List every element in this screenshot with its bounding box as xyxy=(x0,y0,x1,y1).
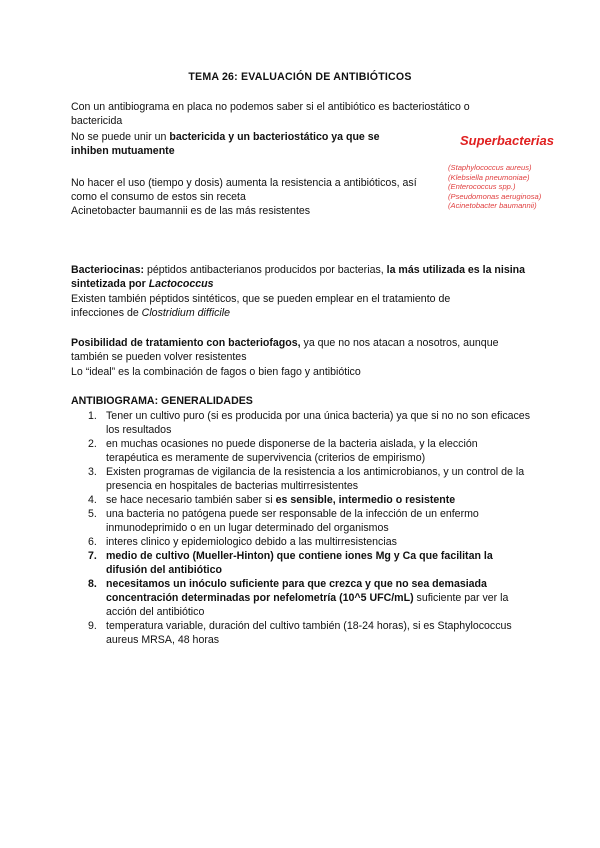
list-item: 2. en muchas ocasiones no puede disponerse de la bacteria aislada, y la elección terapéutica es meramente de supervivencia (criterios de empirismo) xyxy=(88,438,478,464)
bacteriocinas-paragraph: Bacteriocinas: péptidos antibacterianos producidos por bacterias, la más utilizada es la nisina sintetizada por Lactococcus xyxy=(71,264,526,290)
superbacteria-item: (Staphylococcus aureus) xyxy=(448,163,532,172)
superbacterias-title: Superbacterias xyxy=(460,133,554,148)
fagos-paragraph: Posibilidad de tratamiento con bacteriofagos, ya que no nos atacan a nosotros, aunque también se pueden volver resistentes xyxy=(71,337,499,363)
antibiograma-list xyxy=(71,409,531,647)
intro-paragraph-4: Acinetobacter baumannii es de las más resistentes xyxy=(71,205,311,217)
page-title: TEMA 26: EVALUACIÓN DE ANTIBIÓTICOS xyxy=(188,71,412,83)
list-item: 5. una bacteria no patógena puede ser responsable de la infección de un enfermo inmunodeprimido o en un lugar determinado del organismos xyxy=(88,508,479,534)
list-item: 3. Existen programas de vigilancia de la resistencia a los antimicrobianos, y un control de la presencia en hospitales de bacterias multirresistentes xyxy=(88,466,525,492)
superbacteria-item: (Pseudomonas aeruginosa) xyxy=(448,191,542,201)
fagos-ideal-paragraph: Lo “ideal” es la combinación de fagos o bien fago y antibiótico xyxy=(71,366,361,378)
list-item: 6. interes clinico y epidemiologico debido a las multirresistencias xyxy=(88,536,397,548)
superbacterias-note xyxy=(448,133,578,211)
superbacteria-item: (Enterococcus spp.) xyxy=(448,182,516,192)
superbacterias-list xyxy=(448,163,578,211)
list-item: 4. se hace necesario también saber si es sensible, intermedio o resistente xyxy=(88,494,456,506)
antibiograma-heading: ANTIBIOGRAMA: GENERALIDADES xyxy=(71,395,253,407)
intro-paragraph-1: Con un antibiograma en placa no podemos saber si el antibiótico es bacteriostático o bactericida xyxy=(71,101,470,127)
superbacteria-item: (Klebsiella pneumoniae) xyxy=(448,172,530,182)
list-item: 7. medio de cultivo (Mueller-Hinton) que contiene iones Mg y Ca que facilitan la difusión del antibiótico xyxy=(88,550,493,576)
list-item: 8. necesitamos un inóculo suficiente para que crezca y que no sea demasiada concentración determinadas por nefelometría (10^5 UFC/mL) suficiente par ver la acción del antibiótico xyxy=(88,578,509,618)
intro-paragraph-2: No se puede unir un bactericida y un bacteriostático ya que se inhiben mutuamente xyxy=(71,131,380,157)
superbacteria-item: (Acinetobacter baumannii) xyxy=(448,201,537,211)
list-item: 9. temperatura variable, duración del cultivo también (18-24 horas), si es Staphylococcus aureus MRSA, 48 horas xyxy=(88,620,512,646)
intro-paragraph-3: No hacer el uso (tiempo y dosis) aumenta la resistencia a antibióticos, así como el consumo de estos sin receta xyxy=(71,177,417,203)
list-item: 1. Tener un cultivo puro (si es producida por una única bacteria) ya que si no no son eficaces los resultados xyxy=(88,410,530,436)
peptidos-paragraph: Existen también péptidos sintéticos, que se pueden emplear en el tratamiento de infecciones de Clostridium difficile xyxy=(71,293,451,319)
